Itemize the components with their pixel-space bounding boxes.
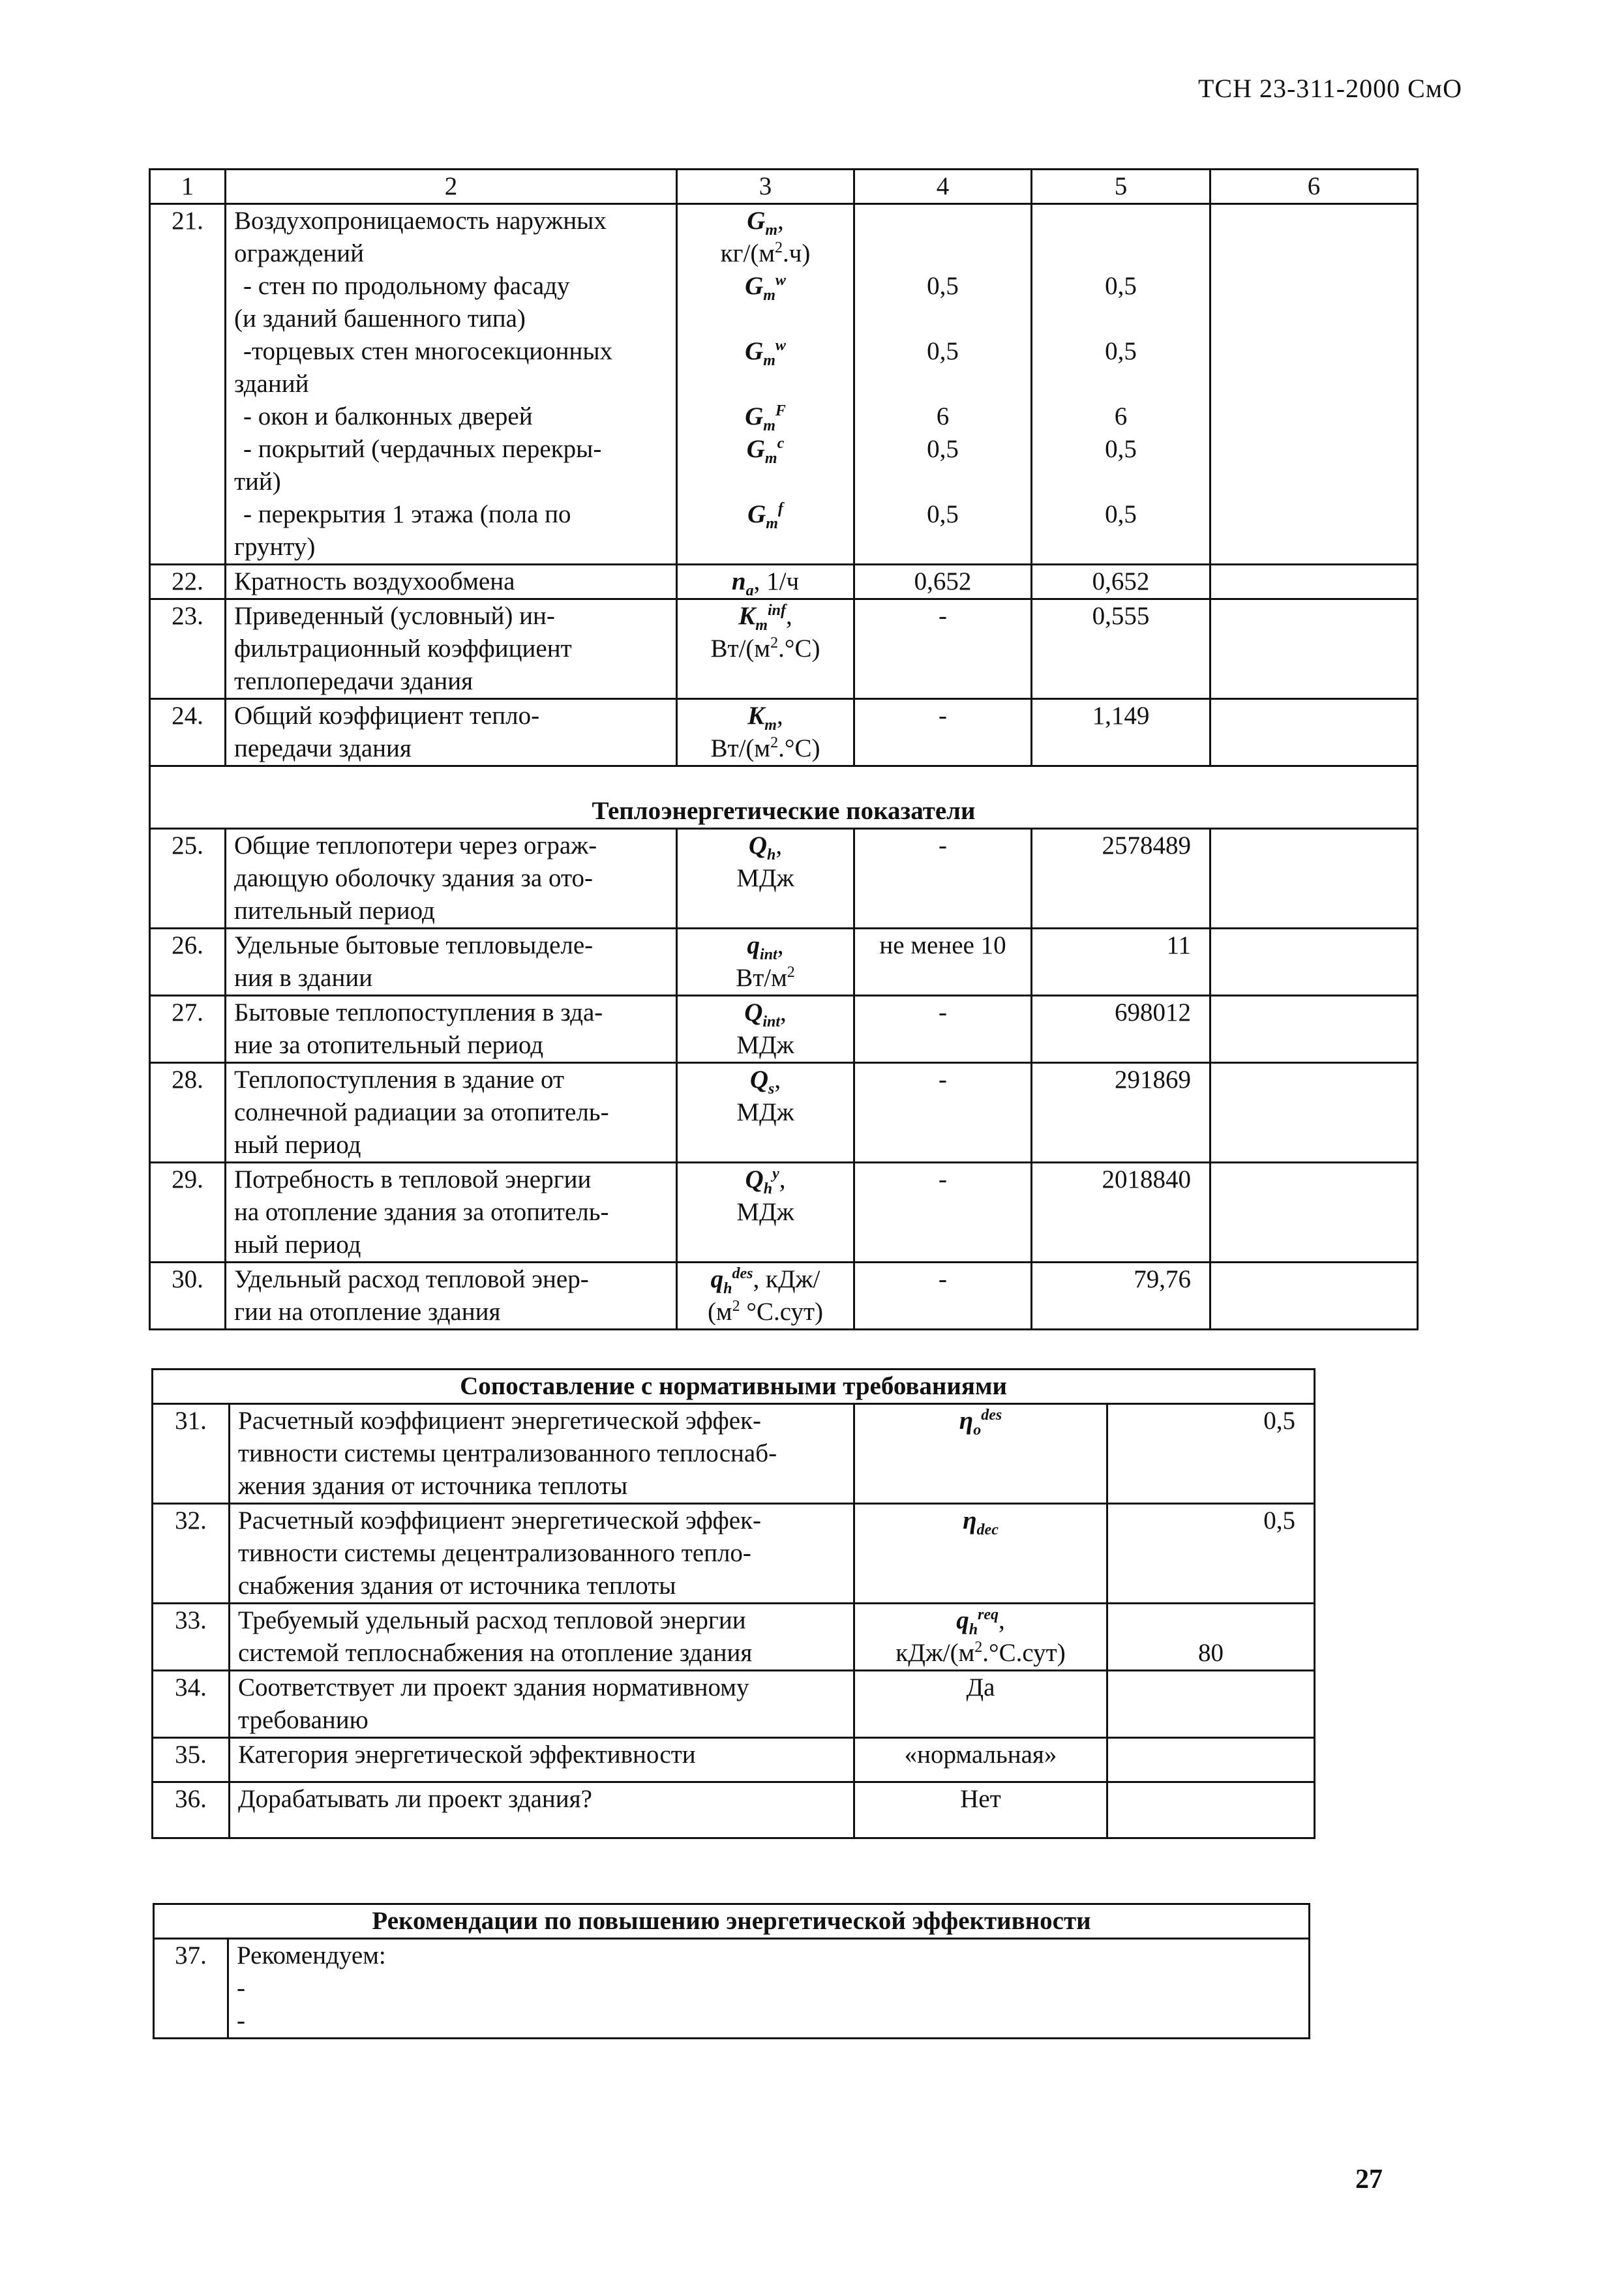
document-code-header: ТСН 23-311-2000 СмО — [1197, 74, 1462, 103]
norm-value: - — [854, 1263, 1032, 1330]
parameter-name: Бытовые теплопоступления в зда- ние за отопительный период — [226, 996, 677, 1063]
norm-value: - — [854, 829, 1032, 929]
row-number: 35. — [153, 1738, 230, 1782]
norm-value: - — [854, 699, 1032, 766]
parameter-name: Воздухопроницаемость наружных ограждений - стен по продольному фасаду (и зданий башенного типа) -торцевых стен многосекционных зданий - окон и балконных дверей - покрытий (чердачных перекры- тий) - перекрытия 1 этажа (пола по грунту) — [226, 204, 677, 565]
table-row — [154, 1939, 1310, 2039]
norm-value: 0,652 — [854, 565, 1032, 599]
table-row — [150, 1163, 1418, 1263]
page-number: 27 — [1355, 2164, 1383, 2194]
row-number: 24. — [150, 699, 226, 766]
norm-value: - — [854, 1063, 1032, 1163]
column-number-row — [150, 170, 1418, 204]
parameter-name: Категория энергетической эффективности — [230, 1738, 854, 1782]
actual-value — [1210, 829, 1418, 929]
row-number: 28. — [150, 1063, 226, 1163]
parameter-name: Кратность воздухообмена — [226, 565, 677, 599]
row-number: 25. — [150, 829, 226, 929]
section-heading-row — [153, 1370, 1315, 1404]
parameter-symbol: $q_h^{req}$, кДж/$(м^2.^\circ С.сут)$ — [854, 1604, 1107, 1671]
row-number: 27. — [150, 996, 226, 1063]
table-row — [153, 1504, 1315, 1604]
column-header: 4 — [854, 170, 1032, 204]
section-title: Сопоставление с нормативными требованиями — [153, 1370, 1315, 1404]
column-header: 5 — [1032, 170, 1210, 204]
row-number: 29. — [150, 1163, 226, 1263]
row-number: 23. — [150, 599, 226, 699]
column-header: 6 — [1210, 170, 1418, 204]
norm-value: - — [854, 996, 1032, 1063]
actual-value — [1210, 1163, 1418, 1263]
parameter-name: Общие теплопотери через ограж- дающую оболочку здания за ото- пительный период — [226, 829, 677, 929]
norm-value: - — [854, 599, 1032, 699]
parameter-name: Соответствует ли проект здания нормативному требованию — [230, 1671, 854, 1738]
row-number: 34. — [153, 1671, 230, 1738]
table-row — [150, 1263, 1418, 1330]
actual-value — [1210, 1263, 1418, 1330]
table-row — [150, 929, 1418, 996]
actual-value — [1210, 699, 1418, 766]
actual-value — [1210, 929, 1418, 996]
column-header: 2 — [226, 170, 677, 204]
table-row — [150, 829, 1418, 929]
answer: «нормальная» — [854, 1738, 1107, 1782]
parameter-symbol: $Q_s$, МДж — [677, 1063, 854, 1163]
norm-value: 0,5 0,5 6 0,5 0,5 — [854, 204, 1032, 565]
design-value: 11 — [1032, 929, 1210, 996]
parameter-symbol: $q_{int}$, $Вт/м^2$ — [677, 929, 854, 996]
recommendation-text: Рекомендуем: - - — [228, 1939, 1310, 2039]
row-number: 32. — [153, 1504, 230, 1604]
design-value: 1,149 — [1032, 699, 1210, 766]
row-number: 33. — [153, 1604, 230, 1671]
actual-value — [1210, 1063, 1418, 1163]
recommendations-table — [153, 1903, 1310, 2039]
parameter-name: Теплопоступления в здание от солнечной радиации за отопитель- ный период — [226, 1063, 677, 1163]
design-value: 2578489 — [1032, 829, 1210, 929]
row-number: 22. — [150, 565, 226, 599]
row-number: 31. — [153, 1404, 230, 1504]
parameter-name: Приведенный (условный) ин- фильтрационный коэффициент теплопередачи здания — [226, 599, 677, 699]
empty-cell — [1107, 1782, 1315, 1838]
parameter-name: Расчетный коэффициент энергетической эффек- тивности системы децентрализованного тепло- снабжения здания от источника теплоты — [230, 1504, 854, 1604]
section-heading-row — [150, 766, 1418, 829]
row-number: 21. — [150, 204, 226, 565]
row-number: 36. — [153, 1782, 230, 1838]
table-row — [153, 1404, 1315, 1504]
table-row — [150, 699, 1418, 766]
table-row — [153, 1671, 1315, 1738]
table-row — [150, 1063, 1418, 1163]
table-row — [153, 1782, 1315, 1838]
answer: Да — [854, 1671, 1107, 1738]
parameter-value: 0,5 — [1107, 1404, 1315, 1504]
column-header: 3 — [677, 170, 854, 204]
parameter-symbol: $Q_{int}$, МДж — [677, 996, 854, 1063]
parameter-value: 80 — [1107, 1604, 1315, 1671]
table-row — [150, 996, 1418, 1063]
normative-comparison-table — [151, 1368, 1316, 1839]
design-value: 291869 — [1032, 1063, 1210, 1163]
parameter-symbol: $G_m$, $кг/(м^2.ч)$ $G_m^w$ $G_m^w$ $G_m^F$ $G_m^c$ $G_m^f$ — [677, 204, 854, 565]
parameter-name: Общий коэффициент тепло- передачи здания — [226, 699, 677, 766]
parameter-symbol: $\eta_o^{des}$ — [854, 1404, 1107, 1504]
design-value: 0,5 0,5 6 0,5 0,5 — [1032, 204, 1210, 565]
parameter-symbol: $\eta_{dec}$ — [854, 1504, 1107, 1604]
table-row — [153, 1738, 1315, 1782]
design-value: 0,555 — [1032, 599, 1210, 699]
parameter-symbol: $K_m^{inf}$, $Вт/(м^2.^\circ С)$ — [677, 599, 854, 699]
design-value: 0,652 — [1032, 565, 1210, 599]
table-row — [150, 204, 1418, 565]
design-value: 2018840 — [1032, 1163, 1210, 1263]
parameter-symbol: $Q_h$, МДж — [677, 829, 854, 929]
column-header: 1 — [150, 170, 226, 204]
actual-value — [1210, 204, 1418, 565]
building-parameters-table — [149, 168, 1419, 1330]
section-title: Рекомендации по повышению энергетической эффективности — [154, 1904, 1310, 1939]
parameter-symbol: $K_m$, $Вт/(м^2.^\circ С)$ — [677, 699, 854, 766]
design-value: 79,76 — [1032, 1263, 1210, 1330]
parameter-name: Удельные бытовые тепловыделе- ния в здании — [226, 929, 677, 996]
row-number: 37. — [154, 1939, 228, 2039]
row-number: 26. — [150, 929, 226, 996]
empty-cell — [1107, 1671, 1315, 1738]
parameter-name: Требуемый удельный расход тепловой энергии системой теплоснабжения на отопление здания — [230, 1604, 854, 1671]
parameter-name: Дорабатывать ли проект здания? — [230, 1782, 854, 1838]
table-row — [153, 1604, 1315, 1671]
actual-value — [1210, 599, 1418, 699]
design-value: 698012 — [1032, 996, 1210, 1063]
parameter-name: Потребность в тепловой энергии на отопление здания за отопитель- ный период — [226, 1163, 677, 1263]
section-title: Теплоэнергетические показатели — [150, 766, 1418, 829]
table-row — [150, 599, 1418, 699]
answer: Нет — [854, 1782, 1107, 1838]
empty-cell — [1107, 1738, 1315, 1782]
row-number: 30. — [150, 1263, 226, 1330]
norm-value: - — [854, 1163, 1032, 1263]
parameter-symbol: $q_h^{des}$, кДж/ ($м^2$ °С.сут) — [677, 1263, 854, 1330]
actual-value — [1210, 996, 1418, 1063]
actual-value — [1210, 565, 1418, 599]
parameter-value: 0,5 — [1107, 1504, 1315, 1604]
table-row — [150, 565, 1418, 599]
parameter-name: Удельный расход тепловой энер- гии на отопление здания — [226, 1263, 677, 1330]
parameter-symbol: $n_a$, 1/ч — [677, 565, 854, 599]
parameter-name: Расчетный коэффициент энергетической эффек- тивности системы централизованного теплоснаб- жения здания от источника теплоты — [230, 1404, 854, 1504]
norm-value: не менее 10 — [854, 929, 1032, 996]
section-heading-row — [154, 1904, 1310, 1939]
parameter-symbol: $Q_h^y$, МДж — [677, 1163, 854, 1263]
